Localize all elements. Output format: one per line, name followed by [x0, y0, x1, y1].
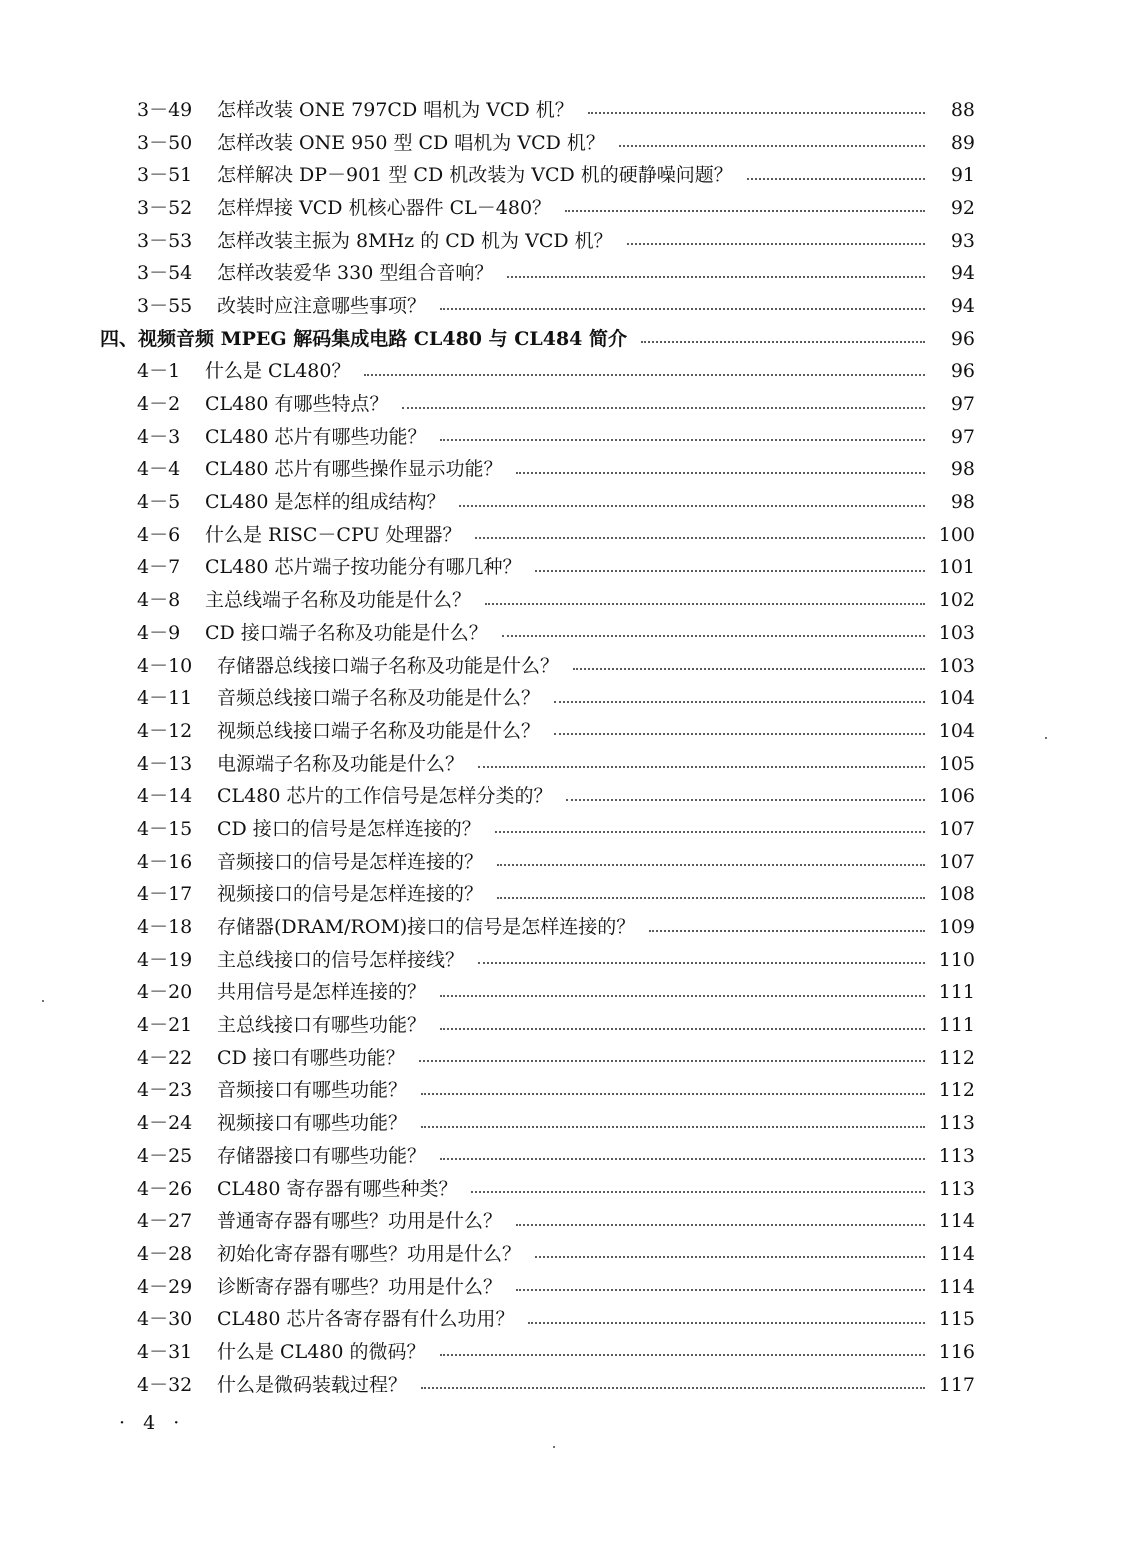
toc-entry-page: 104: [938, 687, 975, 710]
toc-entry-number: 4－27: [137, 1210, 193, 1233]
toc-entry-number: 3－54: [137, 262, 193, 285]
toc-entry: [0, 257, 1138, 290]
toc-entry-title: CL480 芯片端子按功能分有哪几种？: [205, 556, 522, 579]
scan-speck: [42, 1000, 44, 1002]
toc-entry: [0, 1173, 1138, 1206]
toc-entry-number: 4－20: [137, 981, 193, 1004]
toc-entry-page: 89: [950, 131, 975, 154]
toc-entry: [0, 780, 1138, 813]
toc-entry-page: 97: [950, 425, 975, 448]
toc-entry-page: 102: [938, 589, 975, 612]
toc-entry-title: 主总线接口的信号怎样接线？: [217, 948, 465, 971]
toc-entry-number: 4－15: [137, 817, 193, 840]
toc-entry-page: 98: [950, 491, 975, 514]
toc-entry-number: 4－23: [137, 1079, 193, 1102]
toc-entry: [0, 977, 1138, 1010]
toc-entry: [0, 584, 1138, 617]
toc-entry-title: 主总线端子名称及功能是什么？: [205, 589, 472, 612]
toc-entry-title: CL480 芯片各寄存器有什么功用？: [217, 1308, 515, 1331]
toc-entry-page: 112: [938, 1079, 975, 1102]
dot-leader: [497, 897, 925, 899]
dot-leader: [478, 766, 925, 768]
dot-leader: [554, 733, 925, 735]
toc-entry-number: 4－14: [137, 785, 193, 808]
dot-leader: [402, 407, 925, 409]
toc-entry-title: 音频接口有哪些功能？: [217, 1079, 408, 1102]
toc-entry: [0, 1042, 1138, 1075]
dot-leader: [497, 864, 925, 866]
toc-entry-number: 4－32: [137, 1373, 193, 1396]
toc-entry-number: 3－51: [137, 164, 193, 187]
dot-leader: [364, 374, 925, 376]
dot-leader: [507, 276, 925, 278]
toc-entry-number: 4－13: [137, 752, 193, 775]
toc-entry-page: 101: [938, 556, 975, 579]
toc-entry: [0, 552, 1138, 585]
toc-entry-page: 109: [938, 916, 975, 939]
dot-leader: [459, 505, 925, 507]
toc-entry: [0, 1238, 1138, 1271]
toc-entry-title: 存储器总线接口端子名称及功能是什么？: [217, 654, 560, 677]
toc-entry-page: 92: [950, 196, 975, 219]
dot-leader: [421, 1387, 925, 1389]
toc-entry-title: 共用信号是怎样连接的？: [217, 981, 427, 1004]
toc-entry: [0, 846, 1138, 879]
toc-entry-number: 4－25: [137, 1144, 193, 1167]
toc-entry-title: CL480 芯片有哪些功能？: [205, 425, 427, 448]
toc-entry-page: 108: [938, 883, 975, 906]
toc-entry: [0, 486, 1138, 519]
dot-leader: [421, 1093, 925, 1095]
toc-entry-title: 什么是 RISC－CPU 处理器？: [205, 523, 462, 546]
dot-leader: [747, 178, 925, 180]
toc-entry-page: 107: [938, 817, 975, 840]
toc-entry-page: 103: [938, 621, 975, 644]
dot-leader: [535, 570, 925, 572]
toc-entry-number: 4－3: [137, 425, 181, 448]
toc-entry-title: 怎样改装爱华 330 型组合音响？: [217, 262, 494, 285]
toc-entry-page: 94: [950, 294, 975, 317]
toc-entry: [0, 813, 1138, 846]
toc-entry: [0, 682, 1138, 715]
toc-entry-number: 4－6: [137, 523, 181, 546]
toc-entry-title: CL480 是怎样的组成结构？: [205, 491, 446, 514]
toc-entry-page: 93: [950, 229, 975, 252]
toc-entry-number: 4－4: [137, 458, 181, 481]
toc-entry-title: CL480 芯片的工作信号是怎样分类的？: [217, 785, 553, 808]
toc-entry-number: 4－5: [137, 491, 181, 514]
dot-leader: [554, 701, 925, 703]
table-of-contents: [0, 94, 1138, 1402]
toc-entry: [0, 159, 1138, 192]
toc-entry: [0, 748, 1138, 781]
toc-entry: [0, 127, 1138, 160]
toc-entry-title: CL480 有哪些特点？: [205, 393, 389, 416]
dot-leader: [440, 439, 925, 441]
toc-entry-page: 112: [938, 1046, 975, 1069]
toc-entry: [0, 192, 1138, 225]
toc-entry-number: 4－11: [137, 687, 193, 710]
toc-entry-title: 什么是 CL480？: [205, 360, 351, 383]
toc-entry-number: 4－9: [137, 621, 181, 644]
dot-leader: [535, 1256, 925, 1258]
toc-entry: [0, 1205, 1138, 1238]
toc-entry-page: 114: [938, 1242, 975, 1265]
toc-entry-number: 4－22: [137, 1046, 193, 1069]
toc-entry-title: CD 接口的信号是怎样连接的？: [217, 817, 481, 840]
toc-entry: [0, 290, 1138, 323]
toc-entry-number: 4－12: [137, 719, 193, 742]
toc-entry: [0, 617, 1138, 650]
toc-entry: [0, 388, 1138, 421]
toc-entry-page: 113: [938, 1144, 975, 1167]
toc-entry: [0, 944, 1138, 977]
dot-leader: [627, 243, 925, 245]
toc-entry-number: 4－18: [137, 916, 193, 939]
dot-leader: [475, 537, 925, 539]
toc-entry-title: 改装时应注意哪些事项？: [217, 294, 427, 317]
toc-entry: [0, 911, 1138, 944]
toc-entry-number: 4－31: [137, 1340, 193, 1363]
toc-entry-number: 4－17: [137, 883, 193, 906]
dot-leader: [440, 308, 925, 310]
toc-entry-page: 104: [938, 719, 975, 742]
toc-entry-title: 什么是微码装载过程？: [217, 1373, 408, 1396]
dot-leader: [516, 1289, 925, 1291]
toc-entry-page: 94: [950, 262, 975, 285]
toc-entry-number: 4－1: [137, 360, 181, 383]
toc-entry-title: CL480 芯片有哪些操作显示功能？: [205, 458, 503, 481]
toc-entry-page: 96: [950, 360, 975, 383]
toc-entry-number: 3－55: [137, 294, 193, 317]
toc-entry: [0, 1303, 1138, 1336]
toc-entry: [0, 879, 1138, 912]
dot-leader: [516, 472, 925, 474]
toc-entry-page: 110: [938, 948, 975, 971]
toc-entry-title: 四、视频音频 MPEG 解码集成电路 CL480 与 CL484 简介: [100, 327, 628, 350]
scan-speck: [553, 1446, 555, 1448]
toc-entry: [0, 1075, 1138, 1108]
toc-entry-page: 97: [950, 393, 975, 416]
dot-leader: [478, 962, 925, 964]
dot-leader: [588, 112, 925, 114]
toc-entry-page: 114: [938, 1210, 975, 1233]
toc-entry-title: CD 接口端子名称及功能是什么？: [205, 621, 488, 644]
toc-entry-title: 诊断寄存器有哪些？功用是什么？: [217, 1275, 503, 1298]
toc-entry-page: 113: [938, 1177, 975, 1200]
toc-entry: [0, 94, 1138, 127]
toc-entry-number: 4－24: [137, 1112, 193, 1135]
toc-entry-number: 4－21: [137, 1014, 193, 1037]
toc-entry-number: 4－2: [137, 393, 181, 416]
toc-entry-title: 视频接口有哪些功能？: [217, 1112, 408, 1135]
toc-entry-title: 主总线接口有哪些功能？: [217, 1014, 427, 1037]
toc-entry: [0, 1009, 1138, 1042]
toc-entry-title: 怎样改装主振为 8MHz 的 CD 机为 VCD 机？: [217, 229, 613, 252]
toc-entry-page: 114: [938, 1275, 975, 1298]
dot-leader: [641, 341, 925, 343]
toc-entry-title: 怎样解决 DP－901 型 CD 机改装为 VCD 机的硬静噪问题？: [217, 164, 733, 187]
toc-entry: [0, 225, 1138, 258]
toc-entry-number: 3－52: [137, 196, 193, 219]
toc-entry-title: 音频总线接口端子名称及功能是什么？: [217, 687, 541, 710]
toc-entry-number: 3－53: [137, 229, 193, 252]
toc-entry-title: 音频接口的信号是怎样连接的？: [217, 850, 484, 873]
toc-entry-number: 4－19: [137, 948, 193, 971]
toc-entry-title: 什么是 CL480 的微码？: [217, 1340, 426, 1363]
toc-entry-title: 视频接口的信号是怎样连接的？: [217, 883, 484, 906]
dot-leader: [419, 1060, 925, 1062]
toc-entry-page: 107: [938, 850, 975, 873]
toc-entry-title: 怎样改装 ONE 950 型 CD 唱机为 VCD 机？: [217, 131, 605, 154]
toc-entry: [0, 650, 1138, 683]
toc-entry-number: 4－26: [137, 1177, 193, 1200]
toc-entry-title: 怎样改装 ONE 797CD 唱机为 VCD 机？: [217, 98, 574, 121]
toc-entry-title: 存储器接口有哪些功能？: [217, 1144, 427, 1167]
toc-entry-page: 106: [938, 785, 975, 808]
scan-speck: [1045, 737, 1047, 739]
dot-leader: [440, 1158, 925, 1160]
dot-leader: [619, 145, 925, 147]
toc-entry: [0, 356, 1138, 389]
page-number: · 4 ·: [119, 1412, 186, 1434]
toc-entry-number: 4－30: [137, 1308, 193, 1331]
toc-entry-page: 116: [938, 1340, 975, 1363]
toc-entry-page: 96: [950, 327, 975, 350]
toc-entry-page: 115: [938, 1308, 975, 1331]
toc-entry-number: 4－29: [137, 1275, 193, 1298]
toc-chapter-heading: [0, 323, 1138, 356]
toc-entry: [0, 1271, 1138, 1304]
toc-entry-page: 117: [938, 1373, 975, 1396]
toc-entry-page: 113: [938, 1112, 975, 1135]
toc-entry: [0, 519, 1138, 552]
toc-entry: [0, 1140, 1138, 1173]
toc-entry: [0, 715, 1138, 748]
toc-entry-page: 105: [938, 752, 975, 775]
dot-leader: [565, 210, 925, 212]
dot-leader: [485, 603, 925, 605]
toc-entry-page: 111: [938, 981, 975, 1004]
toc-entry-number: 4－10: [137, 654, 193, 677]
dot-leader: [573, 668, 925, 670]
dot-leader: [440, 1354, 926, 1356]
toc-entry-number: 3－50: [137, 131, 193, 154]
dot-leader: [421, 1126, 925, 1128]
toc-entry-page: 91: [950, 164, 975, 187]
dot-leader: [566, 799, 925, 801]
toc-entry-page: 111: [938, 1014, 975, 1037]
toc-entry-number: 4－8: [137, 589, 181, 612]
toc-entry-page: 103: [938, 654, 975, 677]
toc-entry: [0, 454, 1138, 487]
toc-entry-number: 4－16: [137, 850, 193, 873]
toc-entry-title: 视频总线接口端子名称及功能是什么？: [217, 719, 541, 742]
toc-entry-title: CL480 寄存器有哪些种类？: [217, 1177, 458, 1200]
toc-entry-page: 98: [950, 458, 975, 481]
toc-entry-number: 4－28: [137, 1242, 193, 1265]
dot-leader: [440, 1028, 925, 1030]
toc-entry-title: 存储器(DRAM/ROM)接口的信号是怎样连接的？: [217, 916, 636, 939]
dot-leader: [528, 1322, 925, 1324]
toc-entry-title: 初始化寄存器有哪些？功用是什么？: [217, 1242, 522, 1265]
toc-entry-title: 普通寄存器有哪些？功用是什么？: [217, 1210, 503, 1233]
dot-leader: [440, 995, 925, 997]
toc-entry: [0, 1107, 1138, 1140]
toc-entry: [0, 421, 1138, 454]
dot-leader: [495, 831, 925, 833]
toc-entry: [0, 1336, 1138, 1369]
dot-leader: [516, 1224, 925, 1226]
toc-entry-number: 4－7: [137, 556, 181, 579]
toc-entry-page: 88: [950, 98, 975, 121]
toc-entry-number: 3－49: [137, 98, 193, 121]
dot-leader: [502, 635, 925, 637]
toc-entry-title: 怎样焊接 VCD 机核心器件 CL－480？: [217, 196, 552, 219]
dot-leader: [649, 930, 925, 932]
dot-leader: [471, 1191, 925, 1193]
toc-entry: [0, 1369, 1138, 1402]
toc-entry-title: CD 接口有哪些功能？: [217, 1046, 405, 1069]
toc-entry-page: 100: [938, 523, 975, 546]
toc-entry-title: 电源端子名称及功能是什么？: [217, 752, 465, 775]
